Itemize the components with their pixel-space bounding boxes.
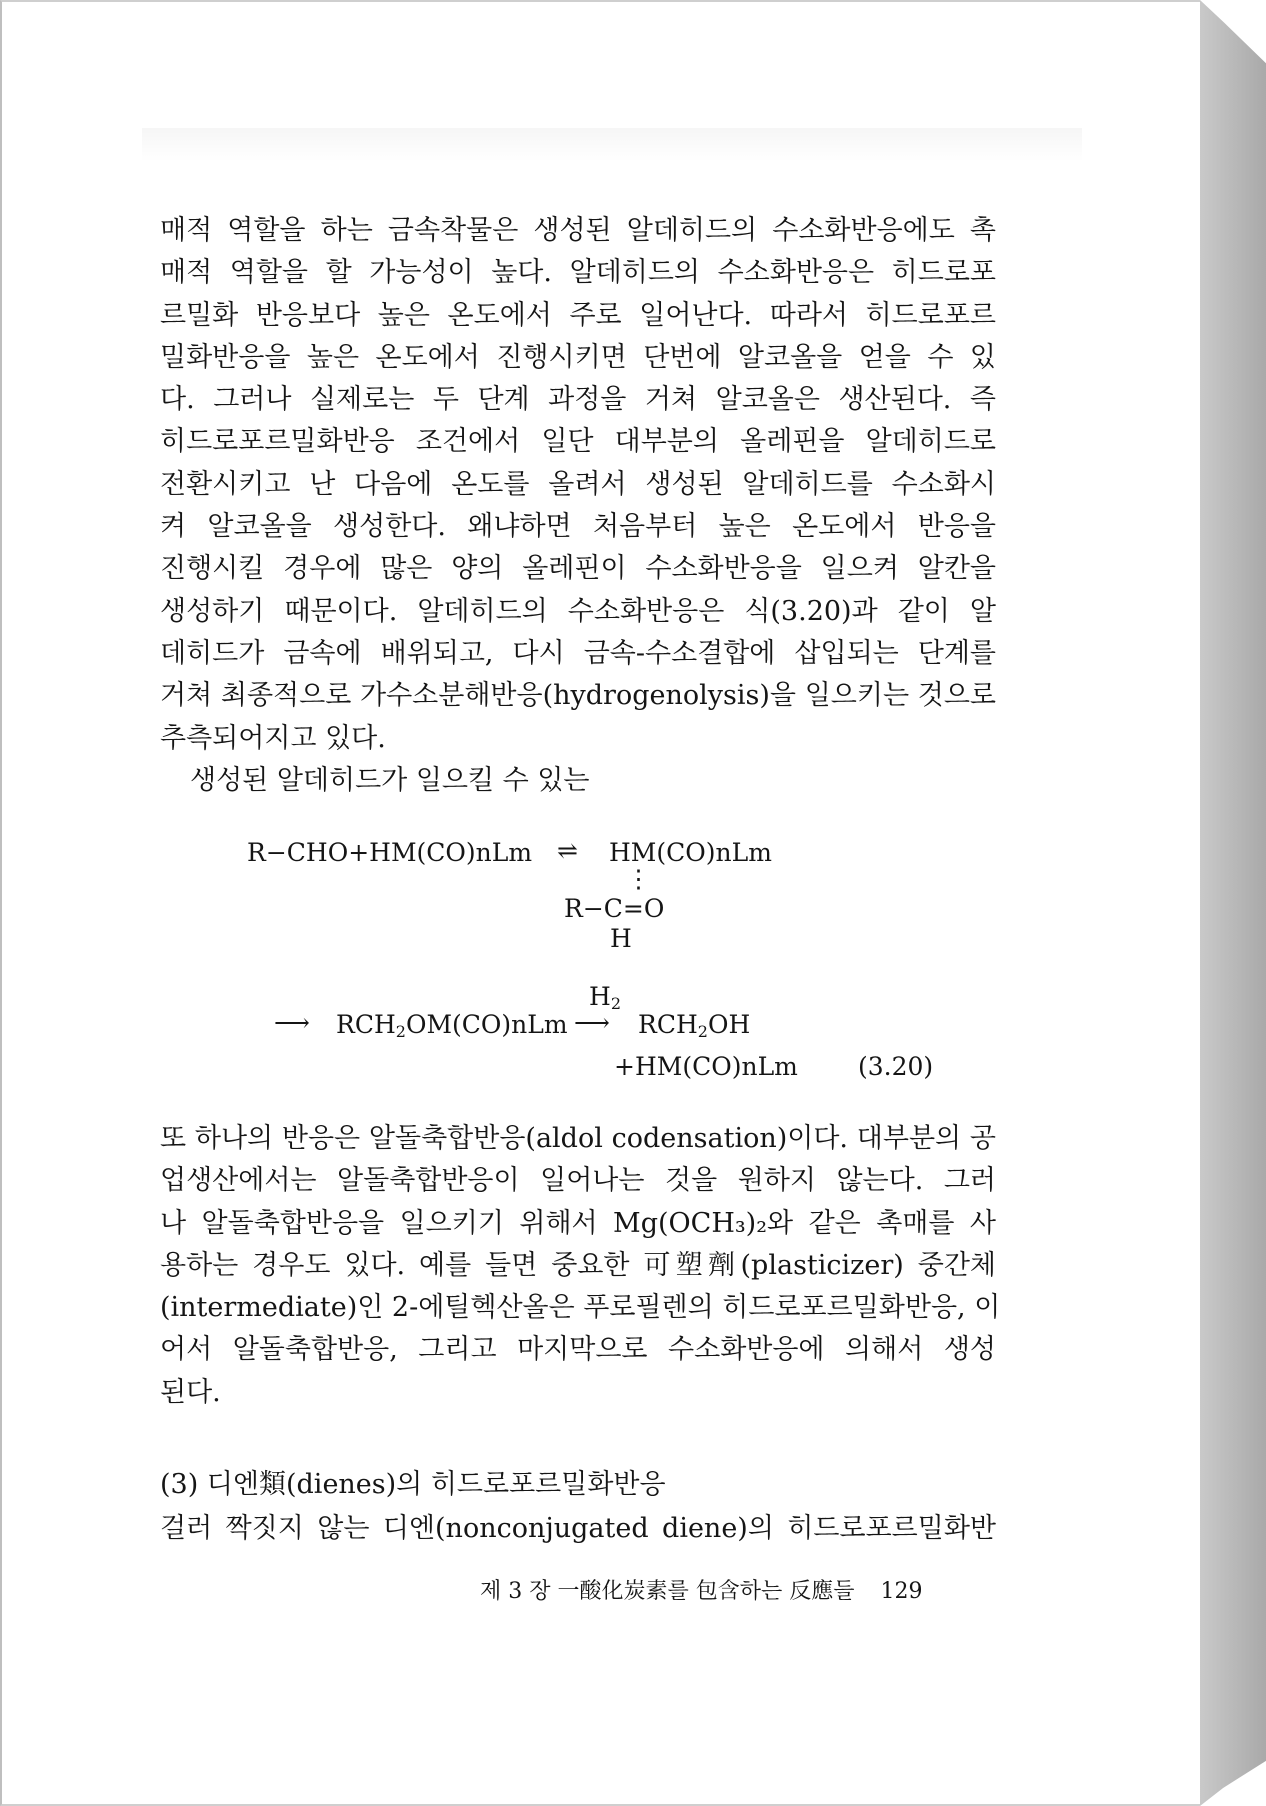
text-line: 다. 그러나 실제로는 두 단계 과정을 거쳐 알코올은 생산된다. 즉 bbox=[160, 384, 996, 416]
text-line: 된다. bbox=[160, 1376, 221, 1408]
equation-reactants: R−CHO+HM(CO)nLm bbox=[247, 838, 533, 867]
regenerated-catalyst: +HM(CO)nLm bbox=[614, 1052, 798, 1081]
text-line: 히드로포르밀화반응 조건에서 일단 대부분의 올레핀을 알데히드로 bbox=[160, 426, 996, 458]
aldehyde-hydrogen: H bbox=[610, 924, 632, 953]
page-number: 129 bbox=[880, 1579, 923, 1604]
text-line: 매적 역할을 할 가능성이 높다. 알데히드의 수소화반응은 히드로포 bbox=[160, 257, 996, 289]
text-line: 전환시키고 난 다음에 온도를 올려서 생성된 알데히드를 수소화시 bbox=[160, 468, 996, 500]
equation-complex: HM(CO)nLm bbox=[609, 838, 772, 867]
section-first-line: 걸러 짝짓지 않는 디엔(nonconjugated diene)의 히드로포르밀화반 bbox=[160, 1513, 996, 1544]
text-line: 르밀화 반응보다 높은 온도에서 주로 일어난다. 따라서 히드로포르 bbox=[160, 299, 996, 331]
aldehyde-group: R−C=O bbox=[564, 894, 665, 923]
text-line: 생성하기 때문이다. 알데히드의 수소화반응은 식(3.20)과 같이 알 bbox=[160, 595, 996, 627]
text-line: 진행시킬 경우에 많은 양의 올레핀이 수소화반응을 일으켜 알칸을 bbox=[160, 553, 996, 585]
formula-part: OM(CO)nLm bbox=[405, 1010, 568, 1039]
text-line: (intermediate)인 2-에틸헥산올은 푸로필렌의 히드로포르밀화반응, 이 bbox=[160, 1292, 1001, 1324]
section-heading: (3) 디엔類(dienes)의 히드로포르밀화반응 bbox=[160, 1469, 666, 1500]
paragraph-1 bbox=[160, 210, 996, 760]
h2-symbol: H bbox=[589, 982, 611, 1011]
chapter-title: 제 3 장 一酸化炭素를 包含하는 反應들 bbox=[480, 1579, 855, 1604]
text-line: 밀화반응을 높은 온도에서 진행시키면 단번에 알코올을 얻을 수 있 bbox=[160, 341, 996, 373]
paragraph-2 bbox=[160, 1118, 1001, 1414]
text-line: 매적 역할을 하는 금속착물은 생성된 알데히드의 수소화반응에도 촉 bbox=[160, 215, 996, 246]
h2-subscript: 2 bbox=[610, 994, 621, 1013]
text-line: 나 알돌축합반응을 일으키기 위해서 Mg(OCH₃)₂와 같은 촉매를 사 bbox=[160, 1207, 996, 1239]
formula-part: RCH bbox=[336, 1010, 396, 1039]
text-line: 켜 알코올을 생성한다. 왜냐하면 처음부터 높은 온도에서 반응을 bbox=[160, 511, 996, 543]
text-line: 거쳐 최종적으로 가수소분해반응(hydrogenolysis)을 일으키는 것으로 bbox=[160, 680, 996, 712]
formula-subscript: 2 bbox=[395, 1022, 406, 1041]
text-line: 업생산에서는 알돌축합반응이 일어나는 것을 원하지 않는다. 그러 bbox=[160, 1165, 996, 1197]
equation-number: (3.20) bbox=[858, 1052, 934, 1081]
alcohol-product bbox=[638, 1010, 750, 1041]
text-line: 용하는 경우도 있다. 예를 들면 중요한 可塑劑(plasticizer) 중간체 bbox=[160, 1249, 996, 1281]
coordination-dots: ⋮ bbox=[626, 864, 651, 893]
equilibrium-arrow: ⇌ bbox=[557, 836, 578, 865]
alkoxide-intermediate bbox=[336, 1010, 568, 1041]
body-text bbox=[160, 210, 996, 802]
text-line: 추측되어지고 있다. bbox=[160, 722, 386, 754]
reaction-arrow: ⟶ bbox=[274, 1008, 310, 1037]
scan-shadow bbox=[142, 128, 1082, 162]
text-line: 또 하나의 반응은 알돌축합반응(aldol codensation)이다. 대부분의 공 bbox=[160, 1123, 996, 1154]
reaction-arrow: ⟶ bbox=[574, 1008, 610, 1037]
formula-subscript: 2 bbox=[697, 1022, 708, 1041]
formula-part: OH bbox=[707, 1010, 751, 1039]
running-footer bbox=[480, 1574, 922, 1605]
formula-part: RCH bbox=[638, 1010, 698, 1039]
text-line: 어서 알돌축합반응, 그리고 마지막으로 수소화반응에 의해서 생성 bbox=[160, 1334, 996, 1366]
equation-intro: 생성된 알데히드가 일으킬 수 있는 bbox=[190, 764, 590, 796]
book-edge bbox=[1200, 0, 1266, 1806]
text-line: 데히드가 금속에 배위되고, 다시 금속-수소결합에 삽입되는 단계를 bbox=[160, 637, 996, 669]
